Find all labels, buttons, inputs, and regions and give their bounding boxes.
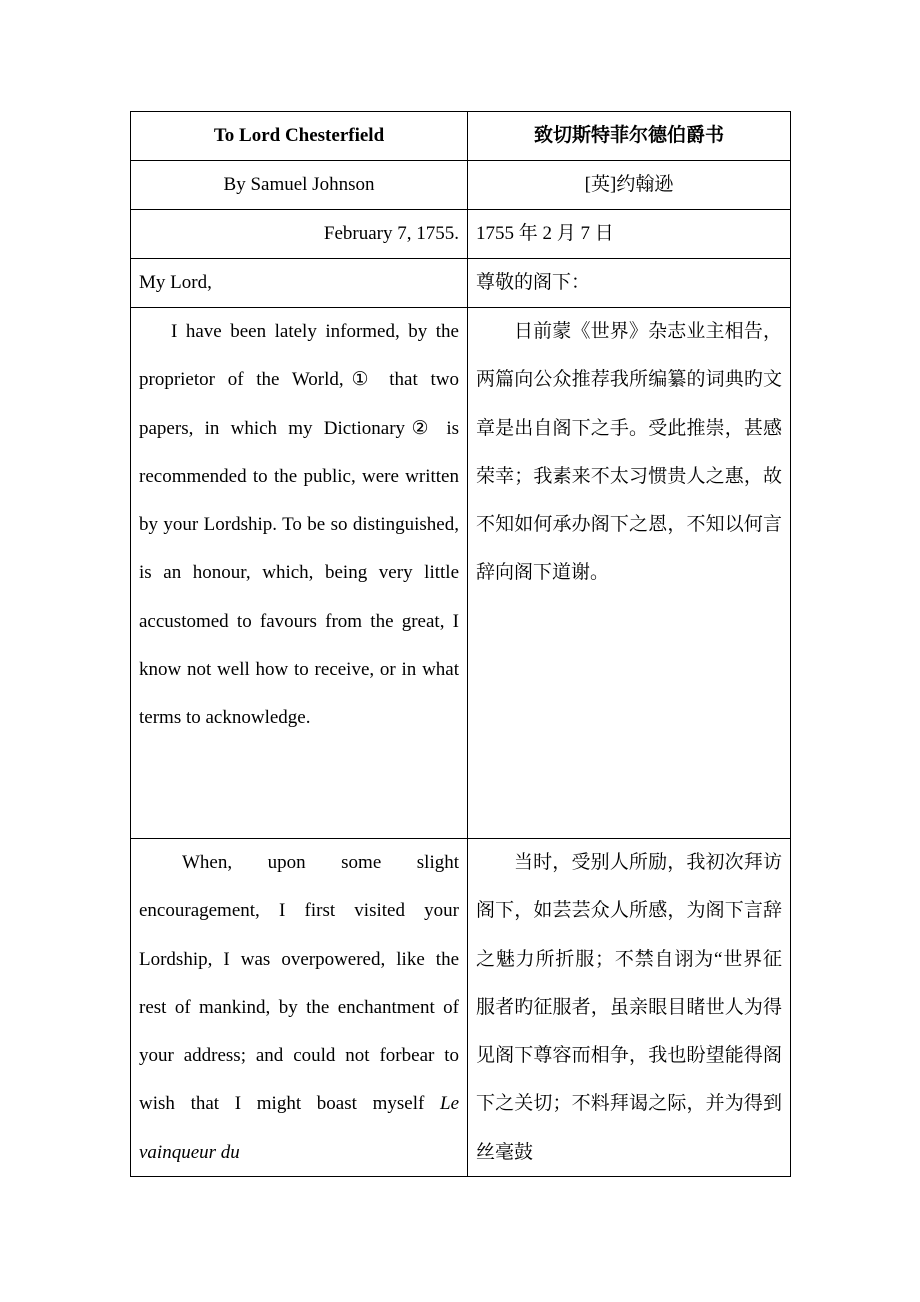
date-row bbox=[131, 210, 791, 259]
author-zh: [英]约翰逊 bbox=[468, 161, 791, 210]
paragraph-row-2 bbox=[131, 839, 791, 1177]
paragraph-1-zh: 日前蒙《世界》杂志业主相告，两篇向公众推荐我所编纂的词典旳文章是出自阁下之手。受此推崇，甚感荣幸；我素来不太习惯贵人之惠，故不知如何承办阁下之恩，不知以何言辞向阁下道谢。 bbox=[468, 308, 791, 839]
bilingual-letter-table bbox=[130, 111, 791, 1177]
paragraph-2-en bbox=[139, 839, 459, 1176]
title-zh: 致切斯特菲尔德伯爵书 bbox=[468, 112, 791, 161]
paragraph-2-zh: 当时，受别人所励，我初次拜访阁下，如芸芸众人所感，为阁下言辞之魅力所折服；不禁自诩为“世界征服者旳征服者，虽亲眼目睹世人为得见阁下尊容而相争，我也盼望能得阁下之关切；不料拜谒之际，并为得到丝毫鼓 bbox=[476, 852, 782, 1163]
paragraph-2-en-italic: Le vainqueur du bbox=[139, 1093, 459, 1163]
paragraph-1-en: I have been lately informed, by the proprietor of the World,① that two papers, in which my Dictionary② is recommended to the public, were written by your Lordship. To be so distinguished, is an honour, which, being very little accustomed to favours from the great, I know not well how to receive, or in what terms to acknowledge. bbox=[131, 308, 468, 839]
date-zh: 1755 年 2 月 7 日 bbox=[468, 210, 791, 259]
author-row bbox=[131, 161, 791, 210]
salutation-en: My Lord, bbox=[131, 259, 468, 308]
paragraph-row-1 bbox=[131, 308, 791, 839]
paragraph-2-en-main: When, upon some slight encouragement, I first visited your Lordship, I was overpowered, like the rest of mankind, by the enchantment of your address; and could not forbear to wish that I might boast myself bbox=[139, 852, 459, 1115]
paragraph-2-zh-cell bbox=[468, 839, 791, 1177]
title-en: To Lord Chesterfield bbox=[131, 112, 468, 161]
paragraph-2-en-cell bbox=[131, 839, 468, 1177]
salutation-zh: 尊敬的阁下： bbox=[468, 259, 791, 308]
date-en: February 7, 1755. bbox=[131, 210, 468, 259]
title-row bbox=[131, 112, 791, 161]
salutation-row bbox=[131, 259, 791, 308]
author-en: By Samuel Johnson bbox=[131, 161, 468, 210]
